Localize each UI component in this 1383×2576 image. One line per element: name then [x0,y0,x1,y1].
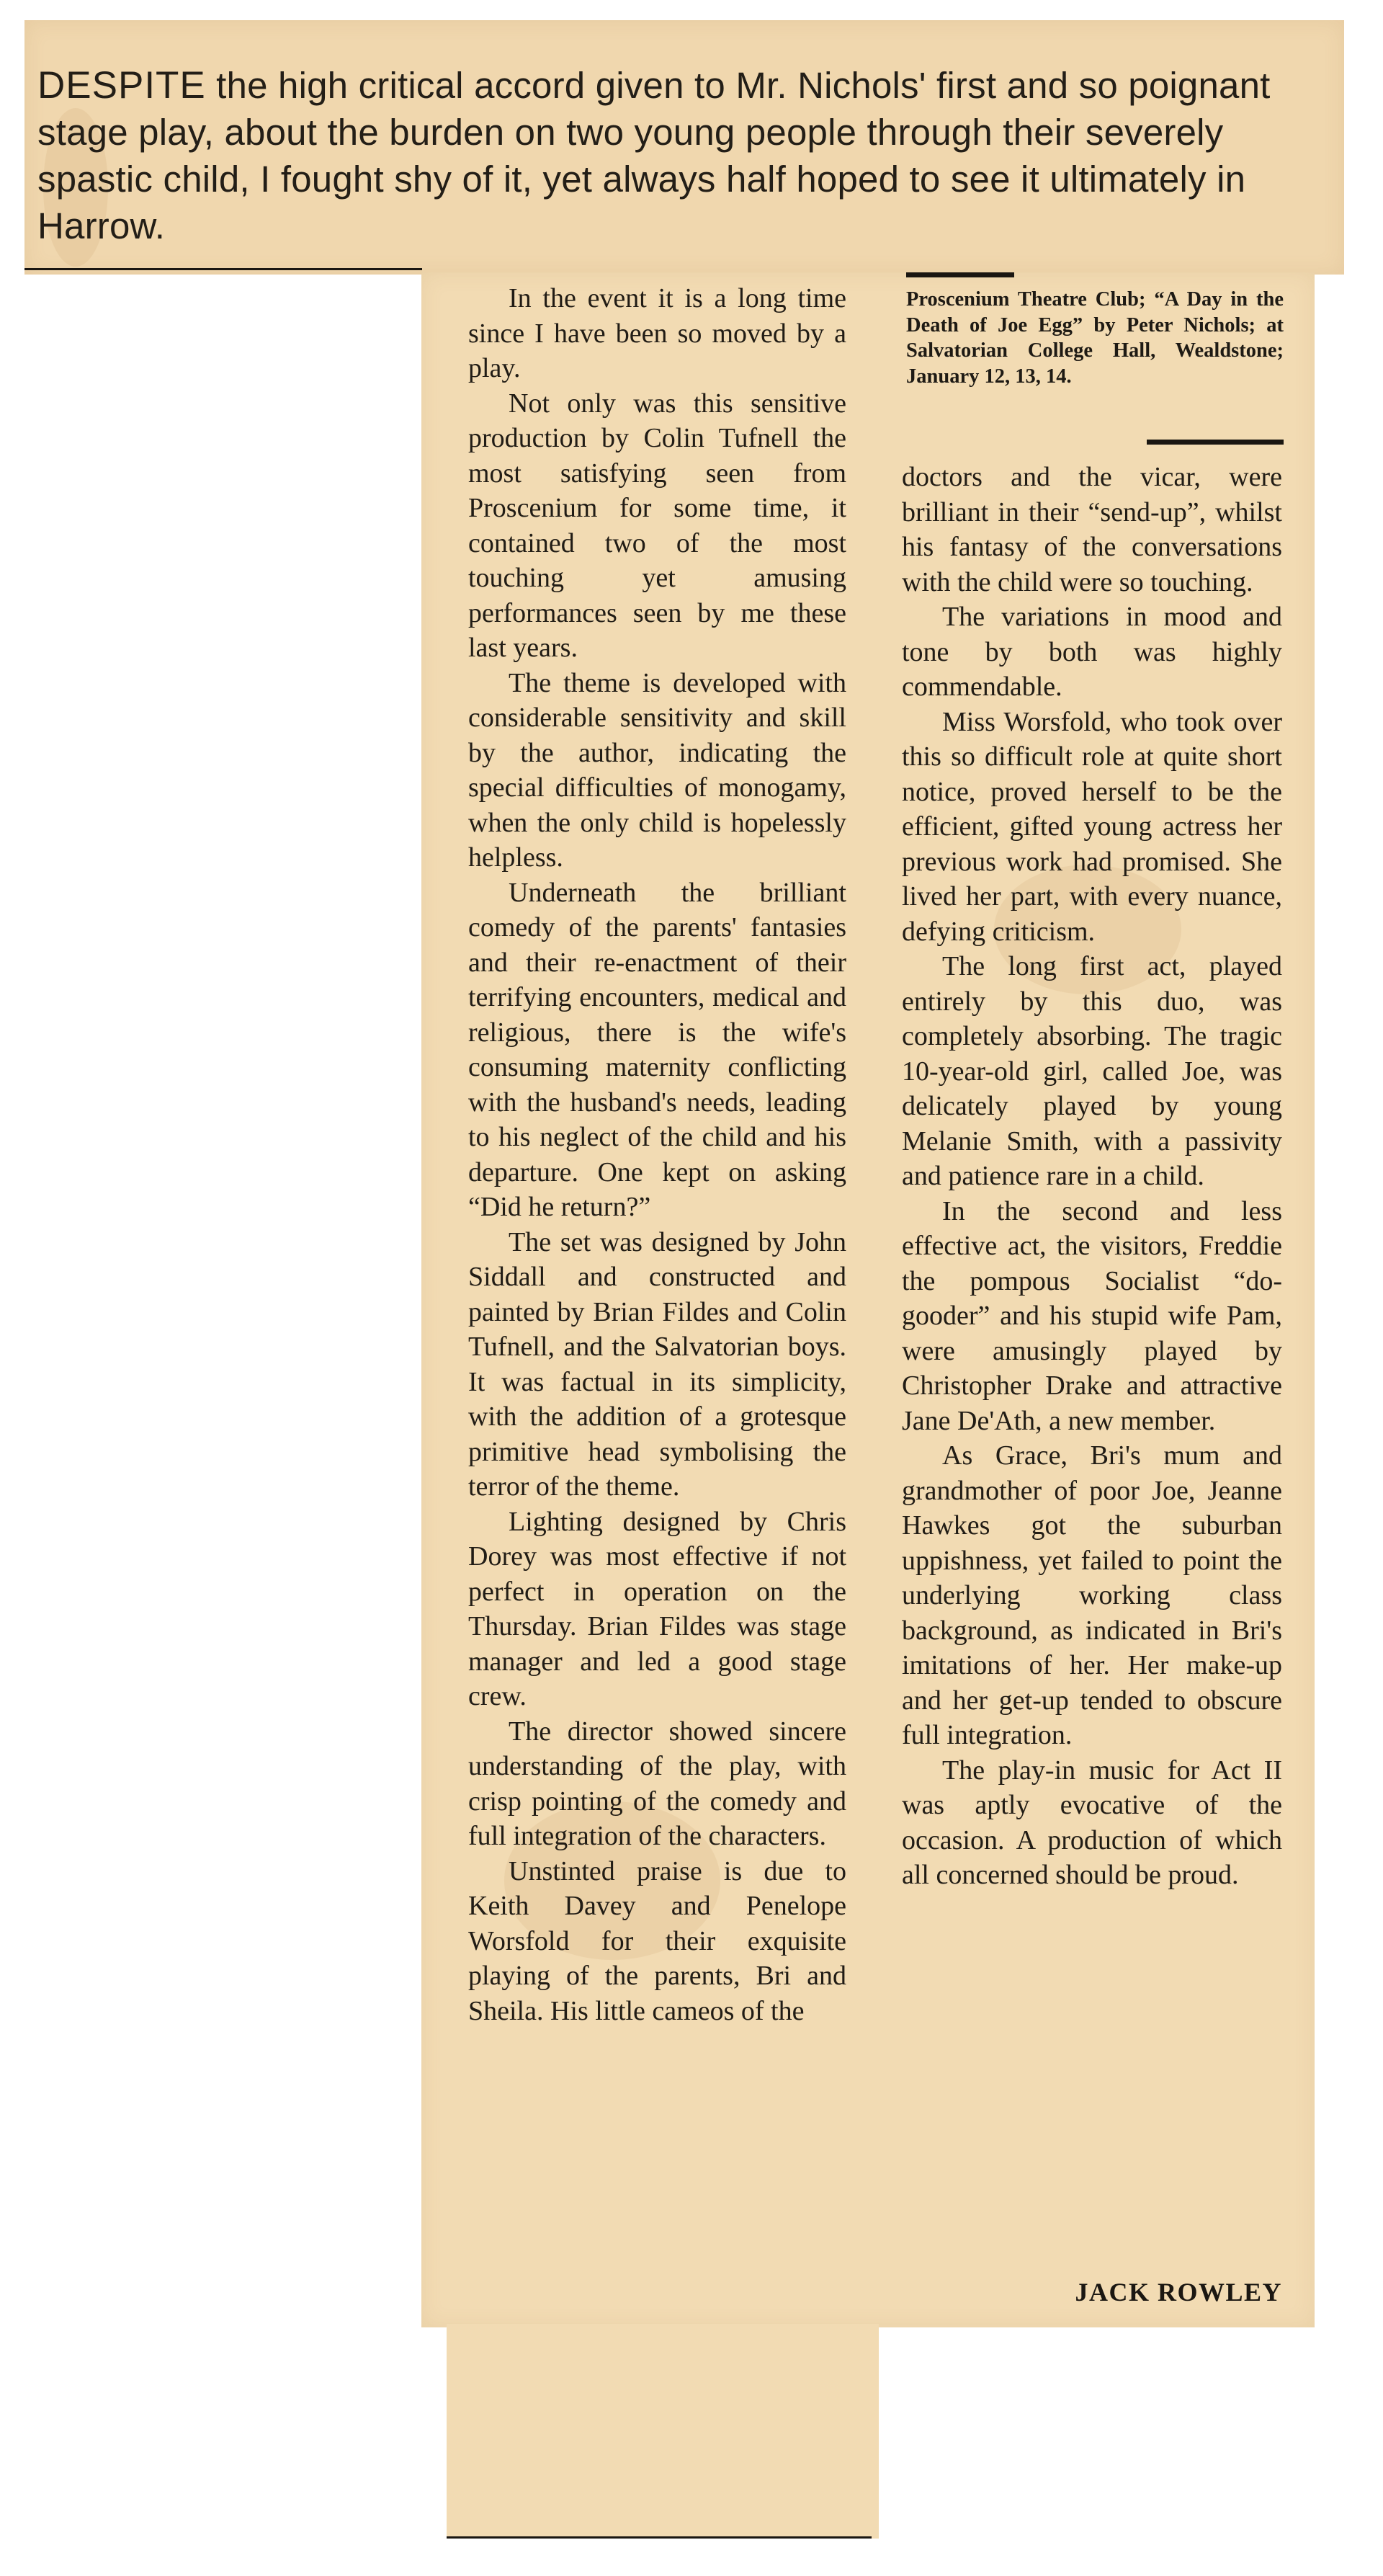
credits-top-rule [906,272,1014,277]
column-1-paragraph: Unstinted praise is due to Keith Davey and Penelope Worsfold for their exquisite playing of the parents, Bri and Sheila. His little cameos of the [468,1855,846,2026]
intro-paragraph [37,62,1327,249]
article-column-2 [902,460,1282,1893]
intro-lead-word: DESPITE [37,64,206,107]
article-clipping-tail [447,2324,879,2539]
column-2-paragraph: The variations in mood and tone by both was highly commendable. [902,602,1282,702]
column-1-paragraph: The theme is developed with considerable sensitivity and skill by the author, indicating the special difficulties of monogamy, when the only child is hopelessly helpless. [468,667,846,873]
column-2-paragraph: The play-in music for Act II was aptly evocative of the occasion. A production of which all concerned should be proud. [902,1755,1282,1890]
column-1-paragraph: The director showed sincere understanding of the play, with crisp pointing of the comedy and full integration of the characters. [468,1716,846,1851]
intro-text: the high critical accord given to Mr. Nichols' first and so poignant stage play, about the burden on two young people through their severely spastic child, I fought shy of it, yet always half hoped to see it ultimately in Harrow. [37,65,1271,246]
column-2-paragraph: The long first act, played entirely by this duo, was completely absorbing. The tragic 10-year-old girl, called Joe, was delicately played by young Melanie Smith, with a passivity and patience rare in a child. [902,951,1282,1191]
column-1-paragraph: Lighting designed by Chris Dorey was most effective if not perfect in operation on the Thursday. Brian Fildes was stage manager and led a good stage crew. [468,1506,846,1711]
article-bottom-rule [447,2536,872,2539]
credits-bottom-rule [1147,440,1284,445]
article-column-1 [468,281,846,2028]
column-1-paragraph: Not only was this sensitive production by Colin Tufnell the most satisfying seen from Proscenium for some time, it contained two of the most touching yet amusing performances seen by me these last years. [468,388,846,663]
column-1-paragraph: The set was designed by John Siddall and constructed and painted by Brian Fildes and Colin Tufnell, and the Salvatorian boys. It was factual in its simplicity, with the addition of a grotesque primitive head symbolising the terror of the theme. [468,1226,846,1502]
column-1-paragraph: In the event it is a long time since I have been so moved by a play. [468,283,846,383]
column-2-paragraph: As Grace, Bri's mum and grandmother of poor Joe, Jeanne Hawkes got the suburban uppishness, yet failed to point the underlying working class background, as indicated in Bri's imitations of her. Her make-up and her get-up tended to obscure full integration. [902,1440,1282,1750]
column-2-paragraph: Miss Worsfold, who took over this so difficult role at quite short notice, proved herself to be the efficient, gifted young actress her previous work had promised. She lived her part, with every nuance, defying criticism. [902,706,1282,947]
column-1-paragraph: Underneath the brilliant comedy of the parents' fantasies and their re-enactment of their terrifying encounters, medical and religious, there is the wife's consuming maternity conflicting with the husband's needs, leading to his neglect of the child and his departure. One kept on asking “Did he return?” [468,877,846,1222]
intro-underline-rule [24,268,422,270]
column-2-paragraph: doctors and the vicar, were brilliant in their “send-up”, whilst his fantasy of the conversations with the child were so touching. [902,462,1282,597]
column-2-paragraph: In the second and less effective act, the visitors, Freddie the pompous Socialist “do-gooder” and his stupid wife Pam, were amusingly played by Christopher Drake and attractive Jane De'Ath, a new member. [902,1195,1282,1436]
production-credits: Proscenium Theatre Club; “A Day in the Death of Joe Egg” by Peter Nichols; at Salvatorian College Hall, Wealdstone; January 12, 13, 14. [906,288,1284,388]
author-byline: JACK ROWLEY [1075,2278,1282,2307]
